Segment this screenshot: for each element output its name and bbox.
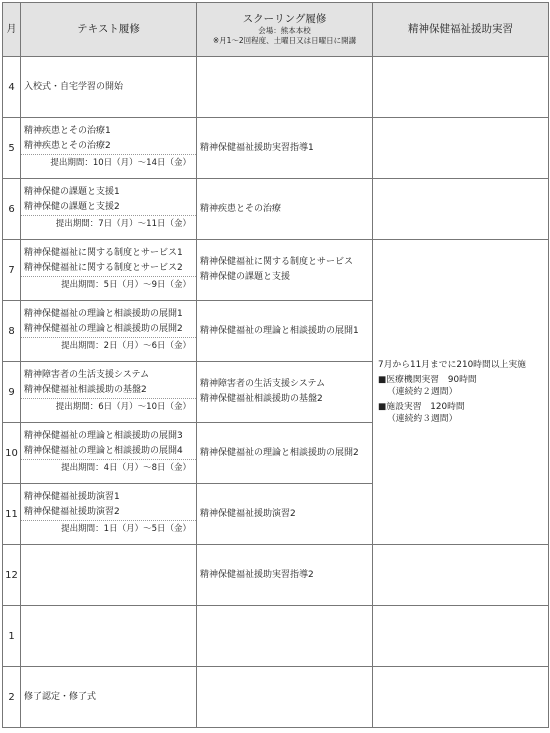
schooling-cell xyxy=(197,118,373,179)
header-row xyxy=(3,3,549,57)
schooling-course: 精神疾患とその治療 xyxy=(200,203,282,214)
course-name: 精神保健福祉の理論と相談援助の展開3 xyxy=(24,431,183,441)
course-name: 精神保健福祉に関する制度とサービス1 xyxy=(24,248,183,258)
schooling-cell xyxy=(197,362,373,423)
month-cell: 12 xyxy=(3,545,21,606)
month-row xyxy=(3,545,549,606)
schooling-course: 精神保健福祉の理論と相談援助の展開1 xyxy=(200,325,359,336)
course-name: 精神保健福祉に関する制度とサービス2 xyxy=(21,261,196,277)
text-study-cell xyxy=(21,484,197,545)
header-schooling xyxy=(197,3,373,57)
month-row xyxy=(3,606,549,667)
practicum-cell xyxy=(373,606,549,667)
submission-period: 提出期間：6日（月）～10日（金） xyxy=(55,402,191,412)
header-month: 月 xyxy=(3,3,21,57)
submission-period: 提出期間：10日（月）～14日（金） xyxy=(50,158,191,168)
submission-period: 提出期間：2日（月）～6日（金） xyxy=(61,341,191,351)
text-study-cell xyxy=(21,667,197,728)
schooling-course: 精神保健福祉援助実習指導2 xyxy=(200,569,314,580)
header-text-study: テキスト履修 xyxy=(21,3,197,57)
schooling-cell xyxy=(197,240,373,301)
course-name: 精神保健福祉相談援助の基盤2 xyxy=(21,383,196,399)
course-name: 精神保健福祉の理論と相談援助の展開4 xyxy=(21,444,196,460)
month-row xyxy=(3,57,549,118)
practicum-cell xyxy=(373,667,549,728)
header-schooling-venue: 会場：熊本本校 xyxy=(258,26,311,35)
text-study-cell xyxy=(21,362,197,423)
schooling-cell xyxy=(197,423,373,484)
schooling-cell xyxy=(197,667,373,728)
text-study-cell xyxy=(21,545,197,606)
schooling-cell xyxy=(197,179,373,240)
month-cell: 10 xyxy=(3,423,21,484)
course-name: 精神保健の課題と支援1 xyxy=(24,187,120,197)
month-cell: 9 xyxy=(3,362,21,423)
schooling-course: 精神保健福祉に関する制度とサービス xyxy=(200,257,354,267)
month-row xyxy=(3,667,549,728)
text-study-cell xyxy=(21,423,197,484)
submission-period: 提出期間：4日（月）～8日（金） xyxy=(61,463,191,473)
header-schooling-title: スクーリング履修 xyxy=(242,13,327,25)
course-name: 精神疾患とその治療2 xyxy=(21,139,196,155)
practicum-cell xyxy=(373,179,549,240)
text-study-note: 入校式・自宅学習の開始 xyxy=(24,81,124,92)
course-name: 精神保健福祉の理論と相談援助の展開2 xyxy=(21,322,196,338)
practicum-cell xyxy=(373,545,549,606)
practicum-item-facility: ■施設実習 120時間 xyxy=(378,402,465,412)
month-cell: 1 xyxy=(3,606,21,667)
schooling-course: 精神障害者の生活支援システム xyxy=(200,379,326,389)
schooling-course: 精神保健福祉援助実習指導1 xyxy=(200,142,314,153)
text-study-cell xyxy=(21,57,197,118)
text-study-note: 修了認定・修了式 xyxy=(24,691,97,702)
text-study-cell xyxy=(21,301,197,362)
schooling-cell xyxy=(197,484,373,545)
month-cell: 11 xyxy=(3,484,21,545)
schooling-course: 精神保健福祉援助演習2 xyxy=(200,508,296,519)
course-name: 精神保健福祉援助演習2 xyxy=(21,505,196,521)
text-study-cell xyxy=(21,240,197,301)
month-cell: 8 xyxy=(3,301,21,362)
month-cell: 7 xyxy=(3,240,21,301)
practicum-item-facility-duration: （連続約３週間） xyxy=(387,414,458,424)
practicum-cell xyxy=(373,118,549,179)
header-schooling-note: ※月1～2回程度、土曜日又は日曜日に開講 xyxy=(212,36,357,45)
header-practicum: 精神保健福祉援助実習 xyxy=(373,3,549,57)
submission-period: 提出期間：1日（月）～5日（金） xyxy=(61,524,191,534)
practicum-cell xyxy=(373,240,549,545)
month-cell: 2 xyxy=(3,667,21,728)
month-row xyxy=(3,179,549,240)
course-name: 精神保健の課題と支援2 xyxy=(21,200,196,216)
month-cell: 6 xyxy=(3,179,21,240)
schooling-cell xyxy=(197,301,373,362)
schooling-course: 精神保健福祉の理論と相談援助の展開2 xyxy=(200,447,359,458)
month-cell: 5 xyxy=(3,118,21,179)
practicum-summary: 7月から11月までに210時間以上実施 xyxy=(378,360,526,370)
curriculum-table xyxy=(2,2,549,728)
month-cell: 4 xyxy=(3,57,21,118)
course-name: 精神保健福祉の理論と相談援助の展開1 xyxy=(24,309,183,319)
course-name: 精神疾患とその治療1 xyxy=(24,126,111,136)
course-name: 精神保健福祉援助演習1 xyxy=(24,492,120,502)
practicum-item-medical-duration: （連続約２週間） xyxy=(387,387,458,397)
text-study-cell xyxy=(21,179,197,240)
schooling-course: 精神保健福祉相談援助の基盤2 xyxy=(200,394,323,404)
practicum-item-medical: ■医療機関実習 90時間 xyxy=(378,375,477,385)
submission-period: 提出期間：7日（月）～11日（金） xyxy=(55,219,191,229)
schooling-cell xyxy=(197,545,373,606)
schooling-cell xyxy=(197,57,373,118)
practicum-cell xyxy=(373,57,549,118)
submission-period: 提出期間：5日（月）～9日（金） xyxy=(61,280,191,290)
schooling-course: 精神保健の課題と支援 xyxy=(200,272,291,282)
schooling-cell xyxy=(197,606,373,667)
text-study-cell xyxy=(21,118,197,179)
text-study-cell xyxy=(21,606,197,667)
course-name: 精神障害者の生活支援システム xyxy=(24,370,150,380)
month-row xyxy=(3,118,549,179)
month-row xyxy=(3,240,549,301)
